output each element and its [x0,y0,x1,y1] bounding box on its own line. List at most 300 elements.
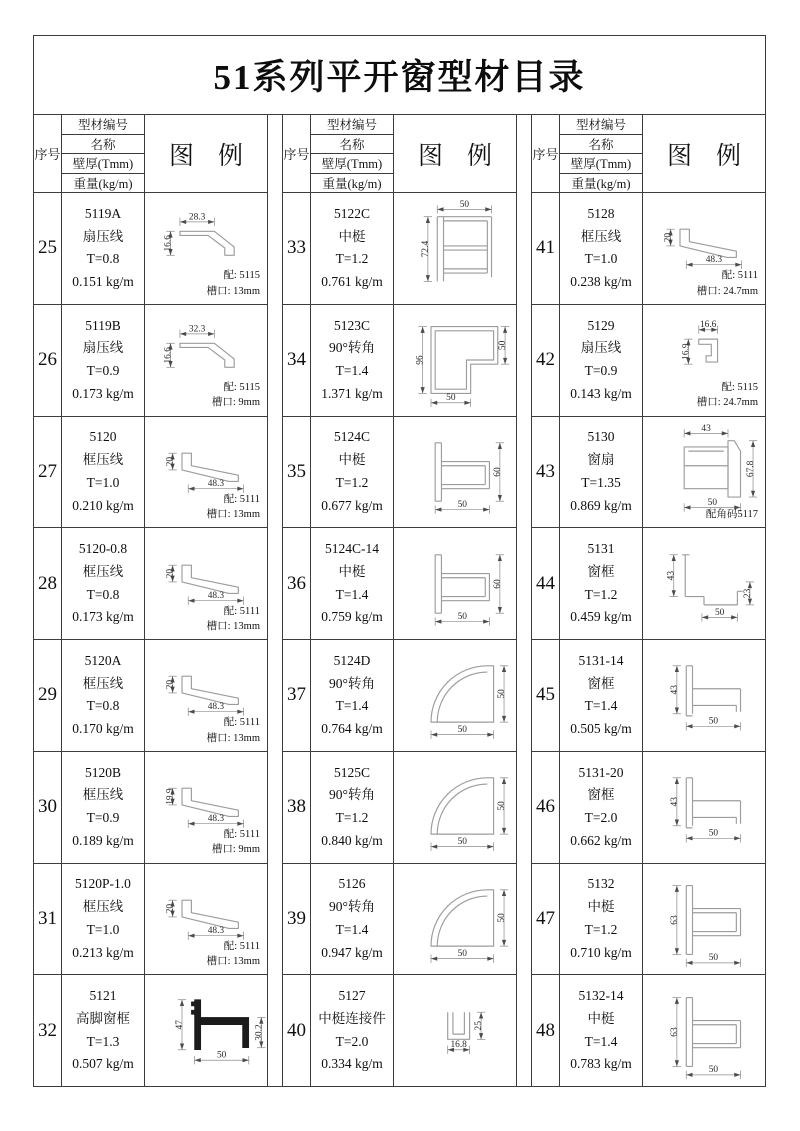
legend-cell [394,417,516,528]
table-row [283,193,516,304]
column-group [34,115,267,1086]
svg-text:63: 63 [669,915,680,925]
info-header-name: 名称 [62,134,144,154]
svg-text:30.2: 30.2 [254,1023,265,1041]
row-seq: 37 [283,640,311,751]
legend-cell [394,528,516,639]
svg-text:43: 43 [701,423,711,434]
table-row [532,863,765,975]
profile-drawing [643,536,765,632]
profile-weight: 0.840 kg/m [321,832,383,848]
profile-code: 5129 [587,317,615,333]
wall-thickness: T=1.2 [584,921,618,937]
profile-code: 5123C [333,317,370,333]
diagram-notes [207,268,260,298]
profile-diagram [643,983,765,1079]
profile-code: 5120 [89,429,117,445]
legend-cell [643,640,765,751]
profile-drawing [643,424,765,520]
profile-code: 5121 [89,988,117,1004]
info-header-code: 型材编号 [575,118,626,133]
profile-code: 5131 [587,541,615,557]
svg-text:50: 50 [708,828,719,839]
legend-header-right: 例 [715,142,741,170]
info-header-code: 型材编号 [77,118,128,133]
svg-text:20: 20 [663,233,674,243]
wall-thickness: T=1.4 [584,1033,618,1049]
row-seq: 41 [532,193,560,304]
wall-thickness: T=1.2 [335,810,369,826]
profile-weight: 0.662 kg/m [570,832,632,848]
diagram-note-line: 槽口: 13mm [206,509,260,521]
svg-text:16.8: 16.8 [450,1039,467,1050]
wall-thickness: T=1.0 [584,251,618,267]
svg-text:67.8: 67.8 [746,460,757,477]
profile-diagram [643,536,765,632]
profile-code: 5126 [338,876,366,892]
info-header [62,115,145,192]
diagram-note-line: 槽口: 24.7mm [696,285,758,297]
diagram-note-line: 槽口: 13mm [206,285,260,297]
group-rows [283,193,516,1086]
profile-drawing [394,647,516,743]
diagram-notes [207,715,260,745]
legend-cell [643,528,765,639]
profile-weight: 0.213 kg/m [72,944,134,960]
group-rows [532,193,765,1086]
profile-name: 窗扇 [587,452,615,468]
profile-diagram [394,759,516,855]
table-row [283,527,516,639]
profile-weight: 0.947 kg/m [321,944,383,960]
svg-text:47: 47 [175,1019,185,1030]
legend-cell [145,640,267,751]
profile-name: 框压线 [82,452,124,468]
profile-weight: 0.505 kg/m [570,721,632,737]
row-seq: 38 [283,752,311,863]
table-row [34,863,267,975]
svg-text:50: 50 [459,200,470,211]
wall-thickness: T=0.9 [86,363,120,379]
table-row [532,751,765,863]
diagram-notes [697,380,758,410]
table-row [532,416,765,528]
diagram-notes [212,827,260,857]
table-row [283,416,516,528]
svg-text:20: 20 [165,568,176,578]
info-header-name: 名称 [560,134,642,154]
profile-info [311,305,394,416]
profile-weight: 0.761 kg/m [321,274,383,290]
wall-thickness: T=1.4 [584,698,618,714]
profile-name: 中梃 [338,563,366,579]
svg-text:48.3: 48.3 [207,702,225,713]
profile-weight: 0.710 kg/m [570,944,632,960]
legend-header [145,115,267,192]
svg-text:50: 50 [708,717,719,728]
profile-info [560,752,643,863]
svg-text:48.3: 48.3 [207,814,225,825]
row-seq: 40 [283,975,311,1086]
svg-text:32.3: 32.3 [188,324,206,335]
row-seq: 32 [34,975,62,1086]
row-seq: 30 [34,752,62,863]
profile-name: 扇压线 [82,340,124,356]
svg-text:48.3: 48.3 [207,925,225,936]
diagram-notes [697,268,758,298]
row-seq: 46 [532,752,560,863]
wall-thickness: T=1.35 [581,474,621,490]
profile-drawing [394,759,516,855]
diagram-note-line: 槽口: 13mm [206,732,260,744]
column-group [532,115,765,1086]
profile-info [560,864,643,975]
profile-drawing [394,536,516,632]
legend-cell [643,864,765,975]
diagram-notes [207,939,260,969]
svg-text:43: 43 [666,570,677,580]
profile-weight: 0.173 kg/m [72,609,134,625]
row-seq: 39 [283,864,311,975]
catalog-table [33,35,766,1087]
row-seq: 29 [34,640,62,751]
profile-drawing [394,983,516,1079]
profile-name: 中梃连接件 [318,1010,386,1026]
profile-name: 窗框 [587,675,615,691]
profile-diagram [394,983,516,1079]
row-seq: 34 [283,305,311,416]
profile-weight: 0.170 kg/m [72,721,134,737]
diagram-note-line: 配: 5115 [721,382,758,394]
svg-text:16.6: 16.6 [163,235,174,252]
wall-thickness: T=1.4 [335,698,369,714]
row-seq: 28 [34,528,62,639]
diagram-note-line: 配: 5111 [223,829,260,841]
info-header-weight: 重量(kg/m) [311,173,393,193]
profile-code: 5122C [333,205,370,221]
svg-text:50: 50 [497,689,508,700]
legend-header [394,115,516,192]
seq-header: 序号 [34,115,62,192]
profile-code: 5131-20 [578,764,624,780]
profile-code: 5131-14 [578,652,624,668]
svg-text:50: 50 [708,1064,719,1075]
row-seq: 48 [532,975,560,1086]
profile-code: 5132 [587,876,615,892]
profile-drawing [145,983,267,1079]
profile-drawing [394,871,516,967]
legend-cell [145,305,267,416]
profile-name: 框压线 [580,228,622,244]
legend-header [643,115,765,192]
legend-cell [643,305,765,416]
svg-text:50: 50 [446,393,456,404]
table-row [34,304,267,416]
svg-text:50: 50 [457,837,467,848]
profile-info [311,417,394,528]
svg-text:20: 20 [165,456,176,467]
profile-weight: 0.677 kg/m [321,497,383,513]
column-group [283,115,516,1086]
profile-code: 5120A [84,652,122,668]
profile-diagram [394,647,516,743]
group-header [34,115,267,193]
table-row [34,751,267,863]
profile-info [560,975,643,1086]
table-row [34,527,267,639]
row-seq: 44 [532,528,560,639]
table-body [34,115,765,1086]
profile-code: 5119A [84,205,122,221]
svg-text:50: 50 [497,801,508,811]
row-seq: 33 [283,193,311,304]
table-row [532,193,765,304]
profile-info [62,193,145,304]
svg-text:50: 50 [498,340,509,351]
table-row [34,639,267,751]
svg-text:50: 50 [497,913,508,923]
profile-name: 90°转角 [329,675,375,691]
profile-weight: 0.334 kg/m [321,1056,383,1072]
svg-text:63: 63 [669,1026,680,1037]
diagram-note-line: 配: 5111 [223,493,260,505]
profile-code: 5127 [338,988,366,1004]
profile-diagram [394,200,516,296]
profile-name: 中梃 [338,452,366,468]
profile-drawing [643,871,765,967]
svg-text:16.6: 16.6 [699,320,717,331]
profile-drawing [643,983,765,1079]
svg-text:60: 60 [492,467,503,477]
seq-header: 序号 [532,115,560,192]
info-header [311,115,394,192]
profile-name: 扇压线 [580,340,622,356]
diagram-note-line: 配: 5111 [223,940,260,952]
diagram-note-line: 配: 5115 [223,270,260,282]
info-header [560,115,643,192]
profile-drawing [394,200,516,296]
table-row [34,974,267,1086]
profile-info [311,864,394,975]
profile-weight: 0.459 kg/m [570,609,632,625]
profile-diagram [145,983,267,1079]
diagram-note-line: 配角码5117 [705,509,758,521]
profile-info [311,528,394,639]
diagram-note-line: 配: 5111 [721,270,758,282]
profile-name: 扇压线 [82,228,124,244]
row-seq: 35 [283,417,311,528]
wall-thickness: T=1.3 [86,1033,120,1049]
table-row [283,304,516,416]
wall-thickness: T=1.2 [335,474,369,490]
info-header-weight: 重量(kg/m) [560,173,642,193]
diagram-notes [706,507,758,522]
wall-thickness: T=2.0 [335,1033,369,1049]
profile-info [62,975,145,1086]
legend-cell [643,193,765,304]
profile-drawing [394,312,516,408]
profile-weight: 0.759 kg/m [321,609,383,625]
svg-text:50: 50 [457,499,467,510]
legend-cell [643,417,765,528]
profile-diagram [643,424,765,520]
svg-text:50: 50 [457,611,467,622]
svg-text:50: 50 [457,725,467,736]
profile-name: 90°转角 [329,787,375,803]
row-seq: 42 [532,305,560,416]
wall-thickness: T=0.9 [86,810,120,826]
legend-header-right: 例 [217,142,243,170]
profile-code: 5125C [333,764,370,780]
profile-info [560,640,643,751]
row-seq: 31 [34,864,62,975]
diagram-note-line: 配: 5115 [223,382,260,394]
legend-cell [643,975,765,1086]
svg-text:50: 50 [707,497,718,508]
wall-thickness: T=1.0 [86,921,120,937]
table-row [532,639,765,751]
profile-diagram [643,759,765,855]
svg-text:48.3: 48.3 [705,255,723,266]
profile-name: 中梃 [338,228,366,244]
diagram-note-line: 配: 5111 [223,717,260,729]
profile-name: 框压线 [82,899,124,915]
svg-text:23: 23 [742,588,753,598]
profile-name: 窗框 [587,563,615,579]
profile-weight: 0.143 kg/m [570,385,632,401]
svg-text:48.3: 48.3 [207,590,225,601]
column-gap [516,115,532,1086]
profile-info [62,417,145,528]
profile-code: 5120B [84,764,121,780]
profile-diagram [394,424,516,520]
svg-text:50: 50 [216,1050,227,1061]
profile-weight: 0.189 kg/m [72,832,134,848]
table-row [532,527,765,639]
row-seq: 43 [532,417,560,528]
profile-name: 中梃 [587,1010,615,1026]
profile-info [311,752,394,863]
profile-name: 框压线 [82,787,124,803]
profile-info [62,528,145,639]
profile-code: 5120P-1.0 [75,876,131,892]
svg-text:19.9: 19.9 [165,788,176,805]
legend-cell [145,528,267,639]
svg-text:16.9: 16.9 [681,343,692,360]
svg-text:48.3: 48.3 [207,478,225,489]
legend-header-left: 图 [169,142,195,170]
legend-cell [145,193,267,304]
svg-text:72.4: 72.4 [420,241,431,258]
profile-name: 90°转角 [329,340,375,356]
legend-cell [394,193,516,304]
svg-text:60: 60 [492,578,503,589]
info-header-thickness: 壁厚(Tmm) [62,153,144,173]
row-seq: 27 [34,417,62,528]
legend-cell [394,640,516,751]
legend-cell [394,864,516,975]
profile-weight: 0.869 kg/m [570,497,632,513]
info-header-thickness: 壁厚(Tmm) [311,153,393,173]
table-row [532,304,765,416]
wall-thickness: T=1.4 [335,363,369,379]
page-title: 51系列平开窗型材目录 [213,58,586,97]
profile-drawing [643,759,765,855]
legend-cell [145,752,267,863]
svg-text:50: 50 [708,953,719,964]
diagram-note-line: 槽口: 24.7mm [696,397,758,409]
profile-weight: 0.173 kg/m [72,385,134,401]
table-row [283,639,516,751]
profile-name: 中梃 [587,899,615,915]
legend-cell [394,305,516,416]
profile-diagram [394,871,516,967]
table-row [532,974,765,1086]
wall-thickness: T=0.8 [86,698,120,714]
wall-thickness: T=1.0 [86,474,120,490]
table-row [34,416,267,528]
profile-drawing [643,647,765,743]
table-row [34,193,267,304]
row-seq: 26 [34,305,62,416]
wall-thickness: T=1.2 [335,251,369,267]
row-seq: 45 [532,640,560,751]
legend-header-right: 例 [466,142,492,170]
legend-cell [643,752,765,863]
wall-thickness: T=0.8 [86,586,120,602]
profile-info [311,640,394,751]
profile-info [560,305,643,416]
profile-code: 5132-14 [578,988,624,1004]
diagram-notes [207,492,260,522]
profile-info [560,528,643,639]
legend-cell [145,417,267,528]
profile-code: 5124D [333,652,371,668]
svg-text:25: 25 [474,1020,485,1031]
wall-thickness: T=1.4 [335,586,369,602]
profile-diagram [643,647,765,743]
profile-code: 5120-0.8 [78,541,128,557]
svg-text:96: 96 [415,355,426,365]
profile-weight: 0.238 kg/m [570,274,632,290]
diagram-note-line: 槽口: 9mm [211,397,260,409]
profile-code: 5128 [587,205,615,221]
info-header-weight: 重量(kg/m) [62,173,144,193]
legend-header-left: 图 [418,142,444,170]
profile-weight: 0.764 kg/m [321,721,383,737]
profile-weight: 0.151 kg/m [72,274,134,290]
diagram-notes [207,604,260,634]
profile-info [560,417,643,528]
svg-text:16.6: 16.6 [163,347,174,364]
info-header-name: 名称 [311,134,393,154]
svg-text:43: 43 [669,685,680,695]
profile-info [62,864,145,975]
diagram-note-line: 槽口: 13mm [206,620,260,632]
wall-thickness: T=0.8 [86,251,120,267]
diagram-notes [212,380,260,410]
table-row [283,974,516,1086]
legend-cell [145,864,267,975]
info-header-code: 型材编号 [326,118,377,133]
column-gap [267,115,283,1086]
profile-code: 5130 [587,429,615,445]
profile-weight: 0.783 kg/m [570,1056,632,1072]
legend-header-left: 图 [667,142,693,170]
profile-info [311,975,394,1086]
legend-cell [394,752,516,863]
info-header-thickness: 壁厚(Tmm) [560,153,642,173]
